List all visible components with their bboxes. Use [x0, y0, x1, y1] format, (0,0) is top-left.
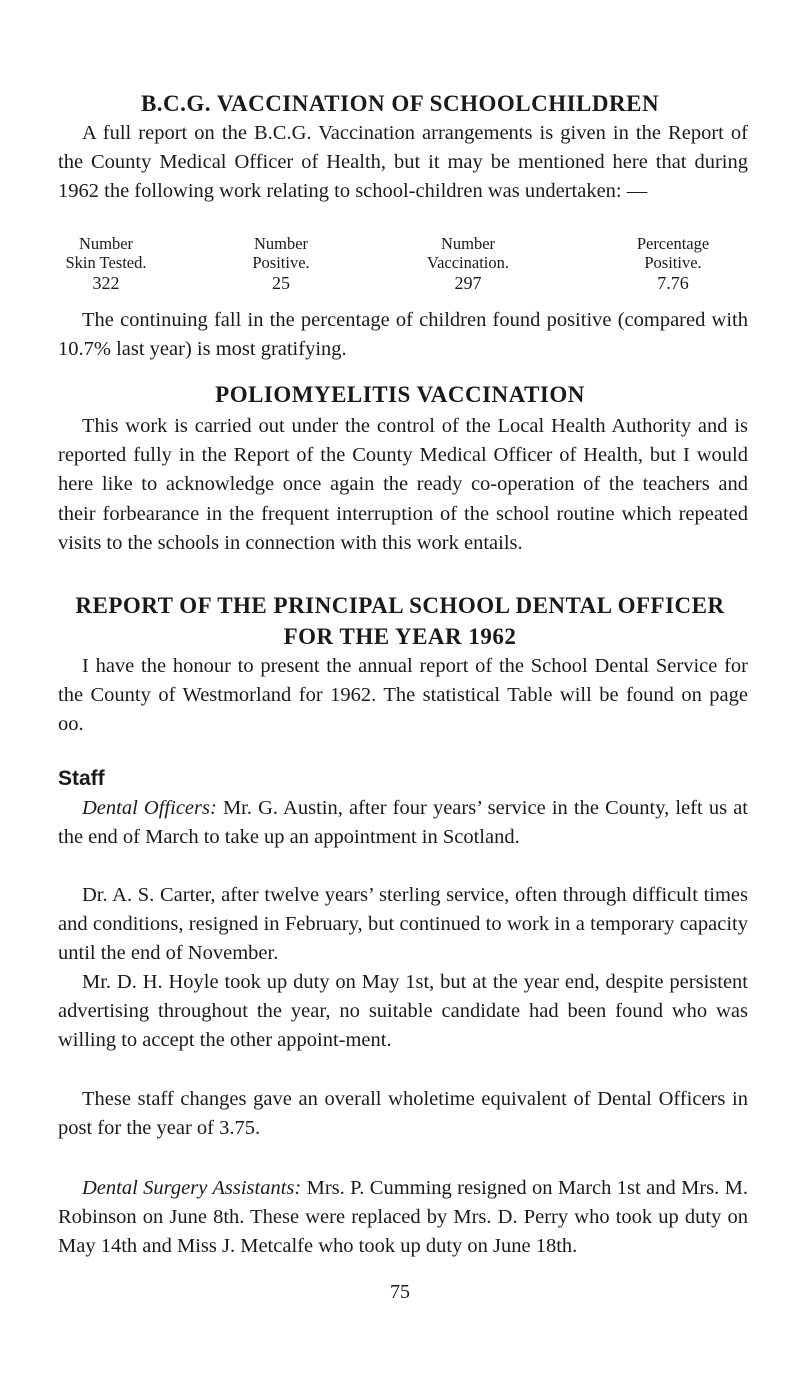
bcg-heading: B.C.G. VACCINATION OF SCHOOLCHILDREN [140, 91, 660, 116]
col-skin-tested-header [46, 234, 166, 272]
dental-assistants-label: Dental Surgery Assistants: [82, 1177, 302, 1199]
dental-officers-paragraph [58, 794, 748, 852]
bcg-conclusion-paragraph: The continuing fall in the percentage of children found positive (compared with 10.7% last year) is most gratifying. [58, 309, 748, 361]
col-header-line: Percentage [636, 234, 710, 253]
page-number: 75 [390, 1281, 410, 1303]
value-percentage: 7.76 [657, 273, 689, 293]
dental-report-heading-line2: FOR THE YEAR 1962 [283, 624, 517, 649]
dental-assistants-text: Mrs. P. Cumming resigned on March 1st and Mrs. M. Robinson on June 8th. These were replaced by Mrs. D. Perry who took up duty on May 14th and Miss J. Metcalfe who took up duty on June 18th. [58, 1177, 748, 1258]
col-header-line: Number [253, 234, 309, 253]
value-skin-tested: 322 [92, 273, 120, 293]
dental-assistants-paragraph [58, 1174, 748, 1262]
value-vaccination: 297 [454, 273, 482, 293]
col-vaccination-header [398, 234, 538, 272]
polio-heading: POLIOMYELITIS VACCINATION [215, 382, 585, 407]
bcg-intro-paragraph: A full report on the B.C.G. Vaccination arrangements is given in the Report of the County Medical Officer of Health, but it may be mentioned here that during 1962 the following work relating to school-children was undertaken: — [58, 122, 748, 203]
polio-paragraph: This work is carried out under the control of the Local Health Authority and is reported fully in the Report of the County Medical Officer of Health, but I would here like to acknowledge once again the ready co-operation of the teachers and their forbearance in the frequent interruption of the school routine which repeated visits to the schools in connection with this work entails. [58, 415, 748, 554]
col-header-line: Vaccination. [426, 253, 509, 272]
dental-report-heading-line1: REPORT OF THE PRINCIPAL SCHOOL DENTAL OFFICER [75, 593, 725, 618]
dental-officers-text: Mr. G. Austin, after four years’ service in the County, left us at the end of March to take up an appointment in Scotland. [58, 797, 748, 849]
dental-intro-paragraph: I have the honour to present the annual report of the School Dental Service for the County of Westmorland for 1962. The statistical Table will be found on page oo. [58, 655, 748, 736]
col-header-line: Positive. [644, 253, 702, 272]
col-header-line: Positive. [252, 253, 310, 272]
col-header-line: Number [440, 234, 496, 253]
col-percentage-header [603, 234, 743, 272]
dental-officers-label: Dental Officers: [82, 797, 217, 819]
col-positive-header [221, 234, 341, 272]
col-header-line: Number [78, 234, 134, 253]
col-header-line: Skin Tested. [65, 253, 147, 272]
hoyle-paragraph: Mr. D. H. Hoyle took up duty on May 1st, but at the year end, despite persistent advertising throughout the year, no suitable candidate had been found who was willing to accept the other appoint-ment. [58, 971, 748, 1052]
staff-subheading: Staff [58, 767, 105, 790]
value-positive: 25 [272, 273, 290, 293]
staff-changes-paragraph: These staff changes gave an overall wholetime equivalent of Dental Officers in post for the year of 3.75. [58, 1088, 748, 1140]
carter-paragraph: Dr. A. S. Carter, after twelve years’ sterling service, often through difficult times and conditions, resigned in February, but continued to work in a temporary capacity until the end of November. [58, 884, 748, 965]
